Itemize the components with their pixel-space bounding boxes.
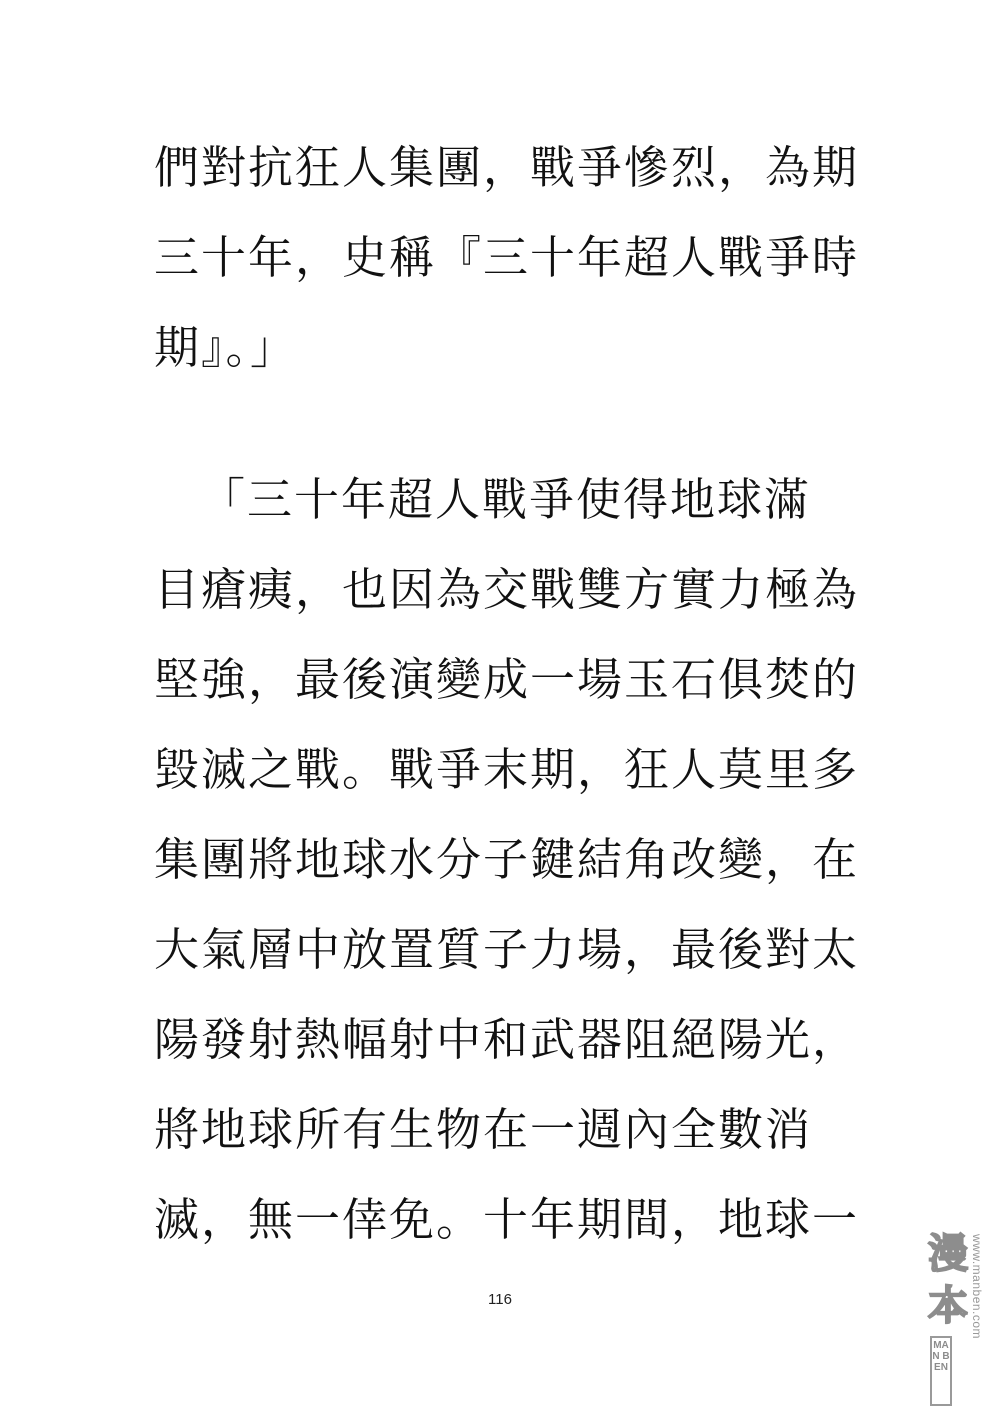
watermark-site: www.manben.com — [970, 1234, 984, 1340]
text-line: 集團將地球水分子鍵結角改變，在 — [154, 833, 860, 886]
text-line: 毀滅之戰。戰爭末期，狂人莫里多 — [154, 743, 860, 796]
text-line: 目瘡痍，也因為交戰雙方實力極為 — [154, 563, 860, 616]
text-line: 「三十年超人戰爭使得地球滿 — [200, 473, 812, 526]
text-line: 陽發射熱幅射中和武器阻絕陽光， — [154, 1013, 860, 1066]
text-line: 們對抗狂人集團，戰爭慘烈，為期 — [154, 141, 860, 194]
text-line: 將地球所有生物在一週內全數消 — [154, 1103, 813, 1156]
text-line: 大氣層中放置質子力場，最後對太 — [154, 923, 860, 976]
watermark-box-text: MAN BEN — [932, 1340, 950, 1373]
watermark-glyph: 本 — [928, 1283, 968, 1329]
watermark-box — [930, 1336, 952, 1406]
watermark — [928, 1228, 994, 1410]
page-number: 116 — [488, 1291, 512, 1308]
text-line: 滅，無一倖免。十年期間，地球一 — [154, 1193, 860, 1246]
watermark-glyph: 漫 — [928, 1231, 968, 1277]
watermark-logo — [928, 1228, 968, 1338]
text-line: 堅強，最後演變成一場玉石俱焚的 — [154, 653, 860, 706]
text-line: 期』。」 — [154, 321, 298, 374]
text-line: 三十年，史稱『三十年超人戰爭時 — [154, 231, 860, 284]
